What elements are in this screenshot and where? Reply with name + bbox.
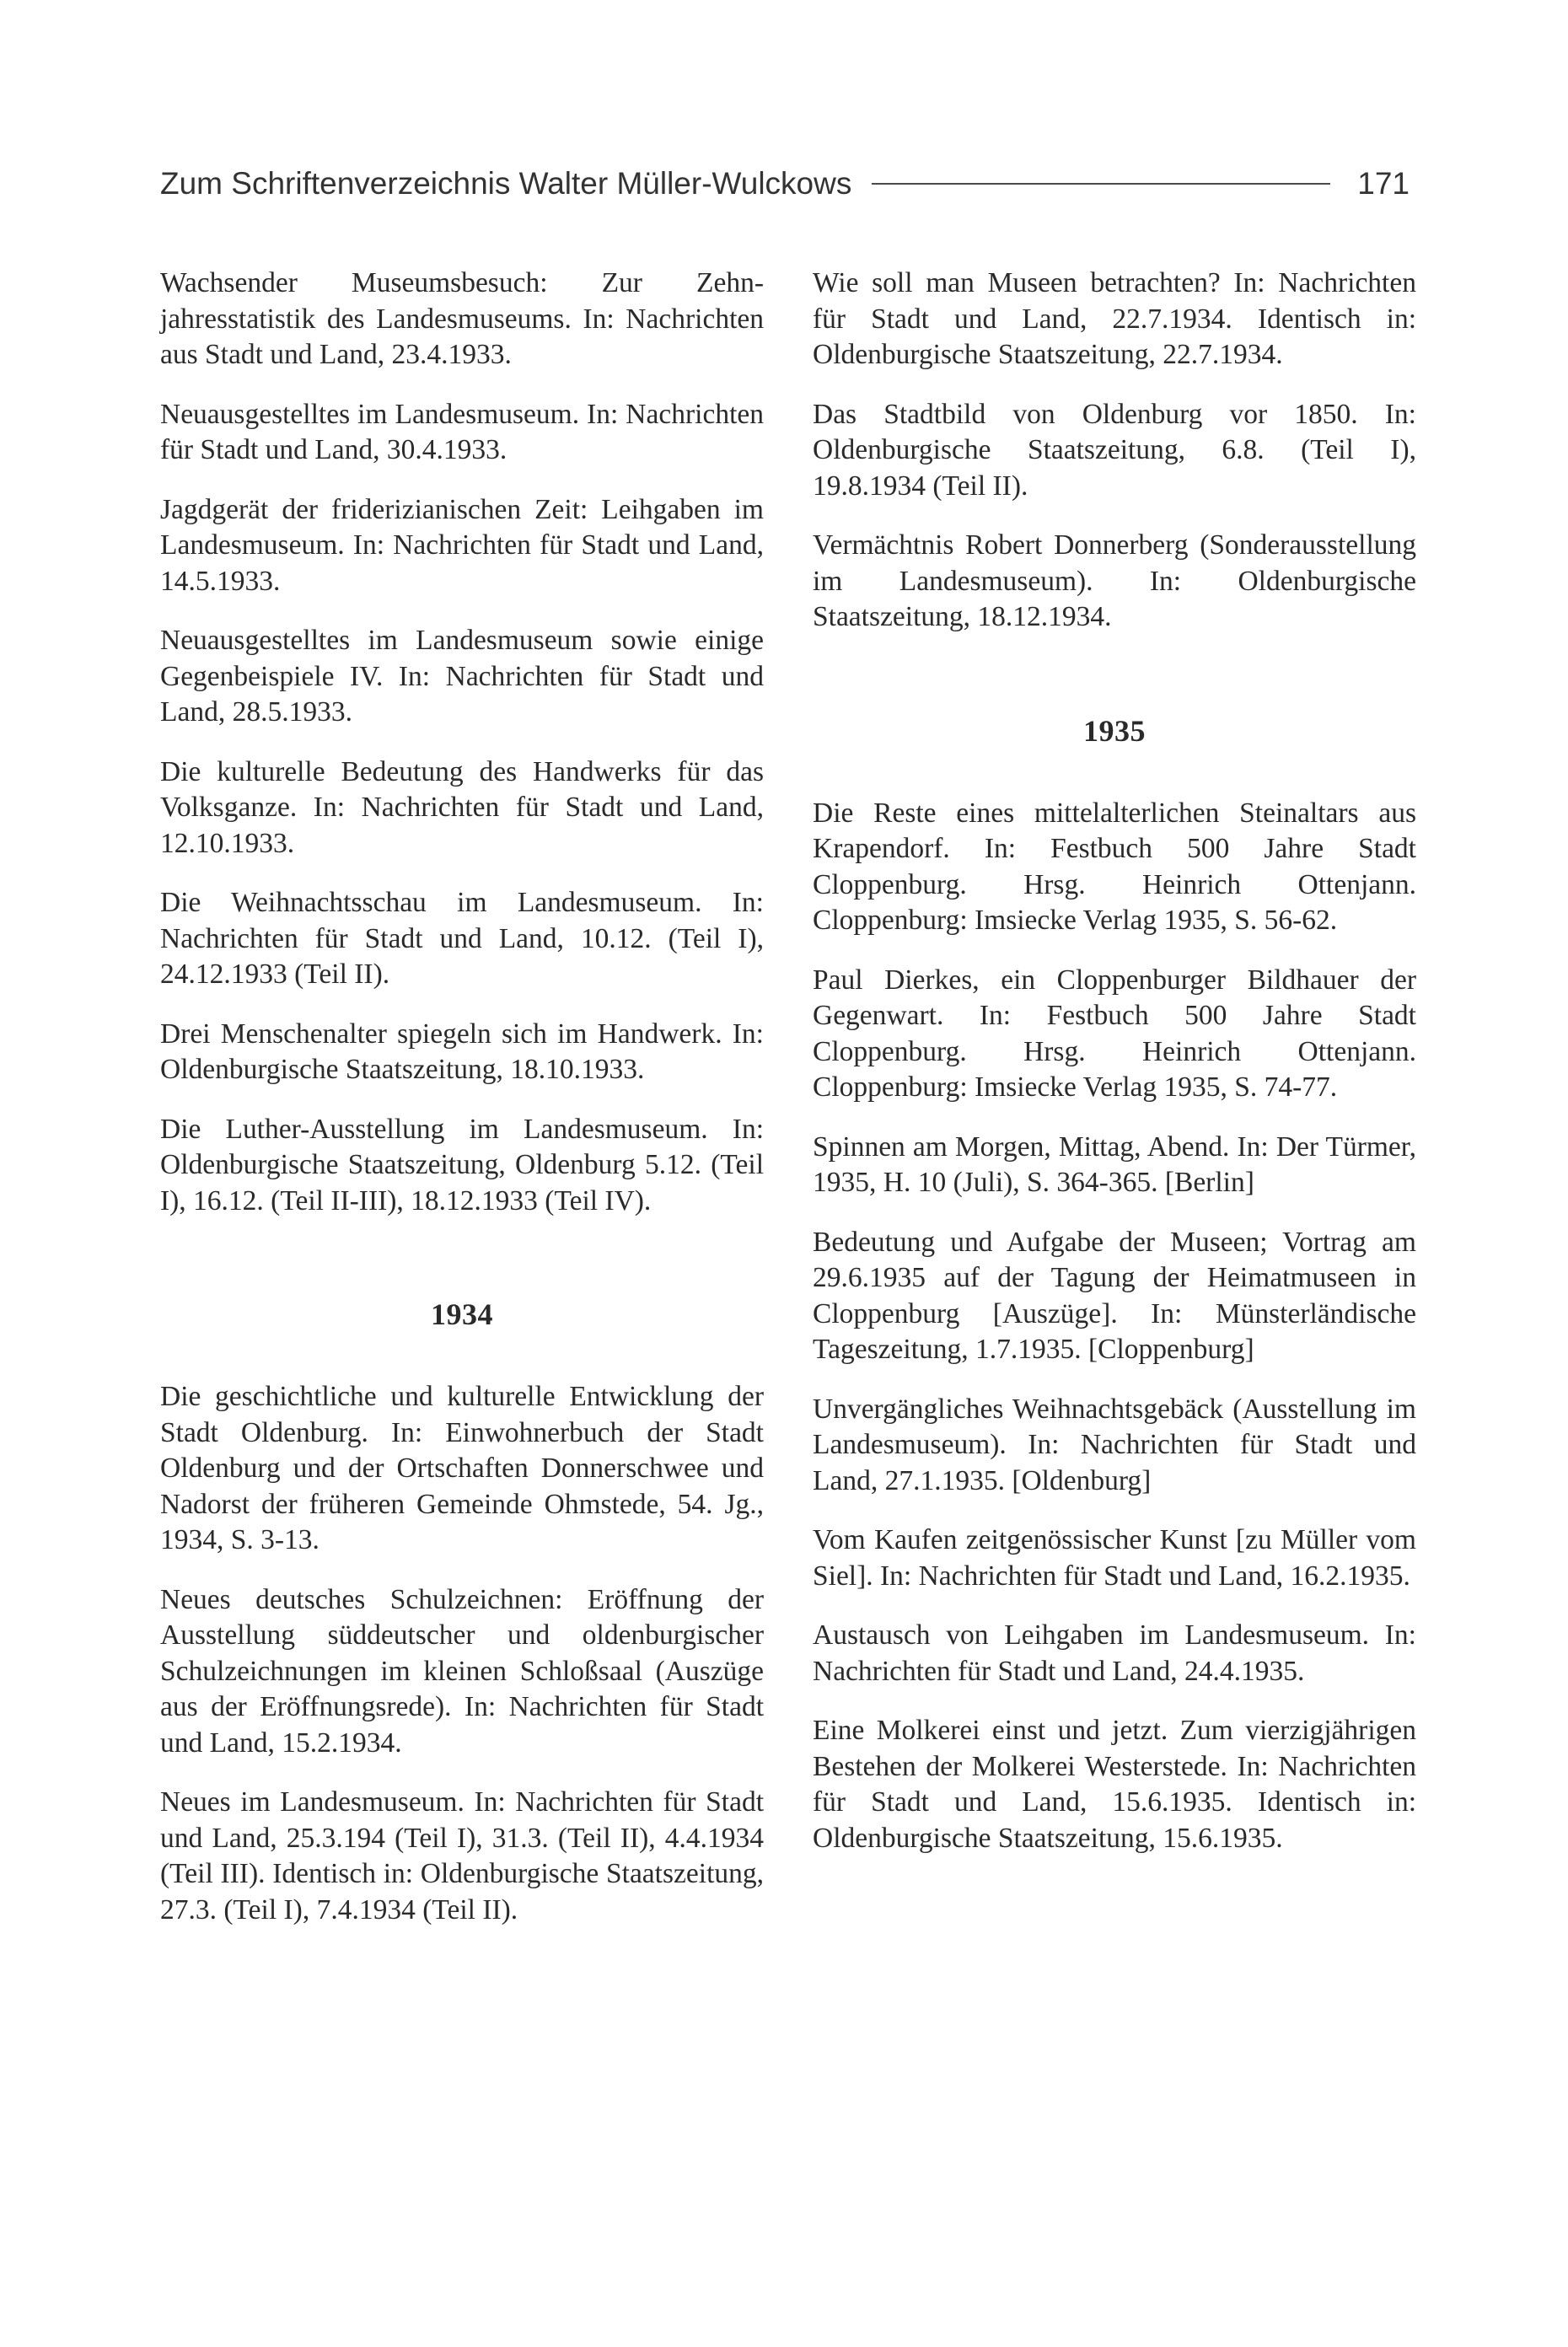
bibliography-entry: Paul Dierkes, ein Cloppenburger Bildhauer der Gegenwart. In: Festbuch 500 Jahre Stadt Cloppenburg. Hrsg. Heinrich Ottenjann. Cloppenburg: Imsiecke Verlag 1935, S. 74-77. bbox=[813, 964, 1416, 1103]
page-number: 171 bbox=[1357, 166, 1410, 201]
bibliography-entry: Das Stadtbild von Oldenburg vor 1850. In: Oldenburgische Staatszeitung, 6.8. (Teil I), 19.8.1934 (Teil II). bbox=[813, 398, 1416, 502]
bibliography-entry: Die geschichtliche und kulturelle Entwicklung der Stadt Oldenburg. In: Einwohnerbuch der Stadt Oldenburg und der Ortschaften Donnerschwee und Nadorst der früheren Gemeinde Ohmstede, 54. Jg., 1934, S. 3-13. bbox=[160, 1381, 764, 1555]
bibliography-entry: Jagdgerät der friderizianischen Zeit: Leihgaben im Landesmuseum. In: Nachrichten für Stadt und Land, 14.5.1933. bbox=[160, 493, 764, 597]
header-rule bbox=[872, 183, 1330, 185]
bibliography-entry: Wachsender Museumsbesuch: Zur Zehnjahresstatistik des Landesmuseums. In: Nachrichten aus Stadt und Land, 23.4.1933. bbox=[160, 267, 764, 370]
bibliography-entry: Bedeutung und Aufgabe der Museen; Vortrag am 29.6.1935 auf der Tagung der Heimatmuseen in Cloppenburg [Auszüge]. In: Münsterländische Tageszeitung, 1.7.1935. [Cloppenburg] bbox=[813, 1226, 1416, 1365]
year-heading-1934: 1934 bbox=[431, 1297, 493, 1331]
bibliography-entry: Neues im Landesmuseum. In: Nachrichten für Stadt und Land, 25.3.194 (Teil I), 31.3. (Teil II), 4.4.1934 (Teil III). Identisch in: Oldenburgische Staatszeitung, 27.3. (Teil I), 7.4.1934 (Teil II). bbox=[160, 1786, 764, 1925]
bibliography-entry: Neues deutsches Schulzeichnen: Eröffnung der Ausstellung süddeutscher und oldenburgischer Schulzeichnungen im kleinen Schloßsaal (Auszüge aus der Eröffnungsrede). In: Nachrichten für Stadt und Land, 15.2.1934. bbox=[160, 1583, 764, 1759]
bibliography-entry: Neuausgestelltes im Landesmuseum. In: Nachrichten für Stadt und Land, 30.4.1933. bbox=[160, 398, 764, 465]
bibliography-entry: Die Luther-Ausstellung im Landesmuseum. In: Oldenburgische Staatszeitung, Oldenburg 5.12. (Teil I), 16.12. (Teil II-III), 18.12.1933 (Teil IV). bbox=[160, 1113, 764, 1216]
year-heading-1935: 1935 bbox=[1083, 713, 1146, 748]
running-title: Zum Schriftenverzeichnis Walter Müller-Wulckows bbox=[160, 166, 852, 201]
bibliography-entry: Vom Kaufen zeitgenössischer Kunst [zu Müller vom Siel]. In: Nachrichten für Stadt und Land, 16.2.1935. bbox=[813, 1524, 1416, 1592]
bibliography-entry: Die kulturelle Bedeutung des Handwerks für das Volksganze. In: Nachrichten für Stadt und Land, 12.10.1933. bbox=[160, 755, 764, 859]
left-column bbox=[160, 266, 764, 1952]
bibliography-entry: Neuausgestelltes im Landesmuseum sowie einige Gegenbeispiele IV. In: Nachrichten für Stadt und Land, 28.5.1933. bbox=[160, 625, 764, 728]
bibliography-entry: Eine Molkerei einst und jetzt. Zum vierzigjährigen Bestehen der Molkerei Westerstede. In: Nachrichten für Stadt und Land, 15.6.1935. Identisch in: Oldenburgische Staatszeitung, 15.6.1935. bbox=[813, 1715, 1416, 1854]
bibliography-entry: Unvergängliches Weihnachtsgebäck (Ausstellung im Landesmuseum). In: Nachrichten für Stadt und Land, 27.1.1935. [Oldenburg] bbox=[813, 1393, 1416, 1496]
bibliography-entry: Austausch von Leihgaben im Landesmuseum. In: Nachrichten für Stadt und Land, 24.4.1935. bbox=[813, 1619, 1416, 1687]
right-column bbox=[813, 266, 1416, 1880]
bibliography-entry: Die Weihnachtsschau im Landesmuseum. In: Nachrichten für Stadt und Land, 10.12. (Teil I), 24.12.1933 (Teil II). bbox=[160, 887, 764, 990]
running-header bbox=[160, 158, 1410, 209]
bibliography-entry: Die Reste eines mittelalterlichen Steinaltars aus Krapendorf. In: Festbuch 500 Jahre Stadt Cloppenburg. Hrsg. Heinrich Ottenjann. Cloppenburg: Imsiecke Verlag 1935, S. 56-62. bbox=[813, 797, 1416, 936]
bibliography-entry: Spinnen am Morgen, Mittag, Abend. In: Der Türmer, 1935, H. 10 (Juli), S. 364-365. [Berlin] bbox=[813, 1131, 1416, 1198]
bibliography-entry: Vermächtnis Robert Donnerberg (Sonderausstellung im Landesmuseum). In: Oldenburgische Staatszeitung, 18.12.1934. bbox=[813, 529, 1416, 632]
bibliography-entry: Drei Menschenalter spiegeln sich im Handwerk. In: Oldenburgische Staatszeitung, 18.10.1933. bbox=[160, 1018, 764, 1085]
bibliography-entry: Wie soll man Museen betrachten? In: Nachrichten für Stadt und Land, 22.7.1934. Identisch in: Oldenburgische Staatszeitung, 22.7.1934. bbox=[813, 267, 1416, 370]
